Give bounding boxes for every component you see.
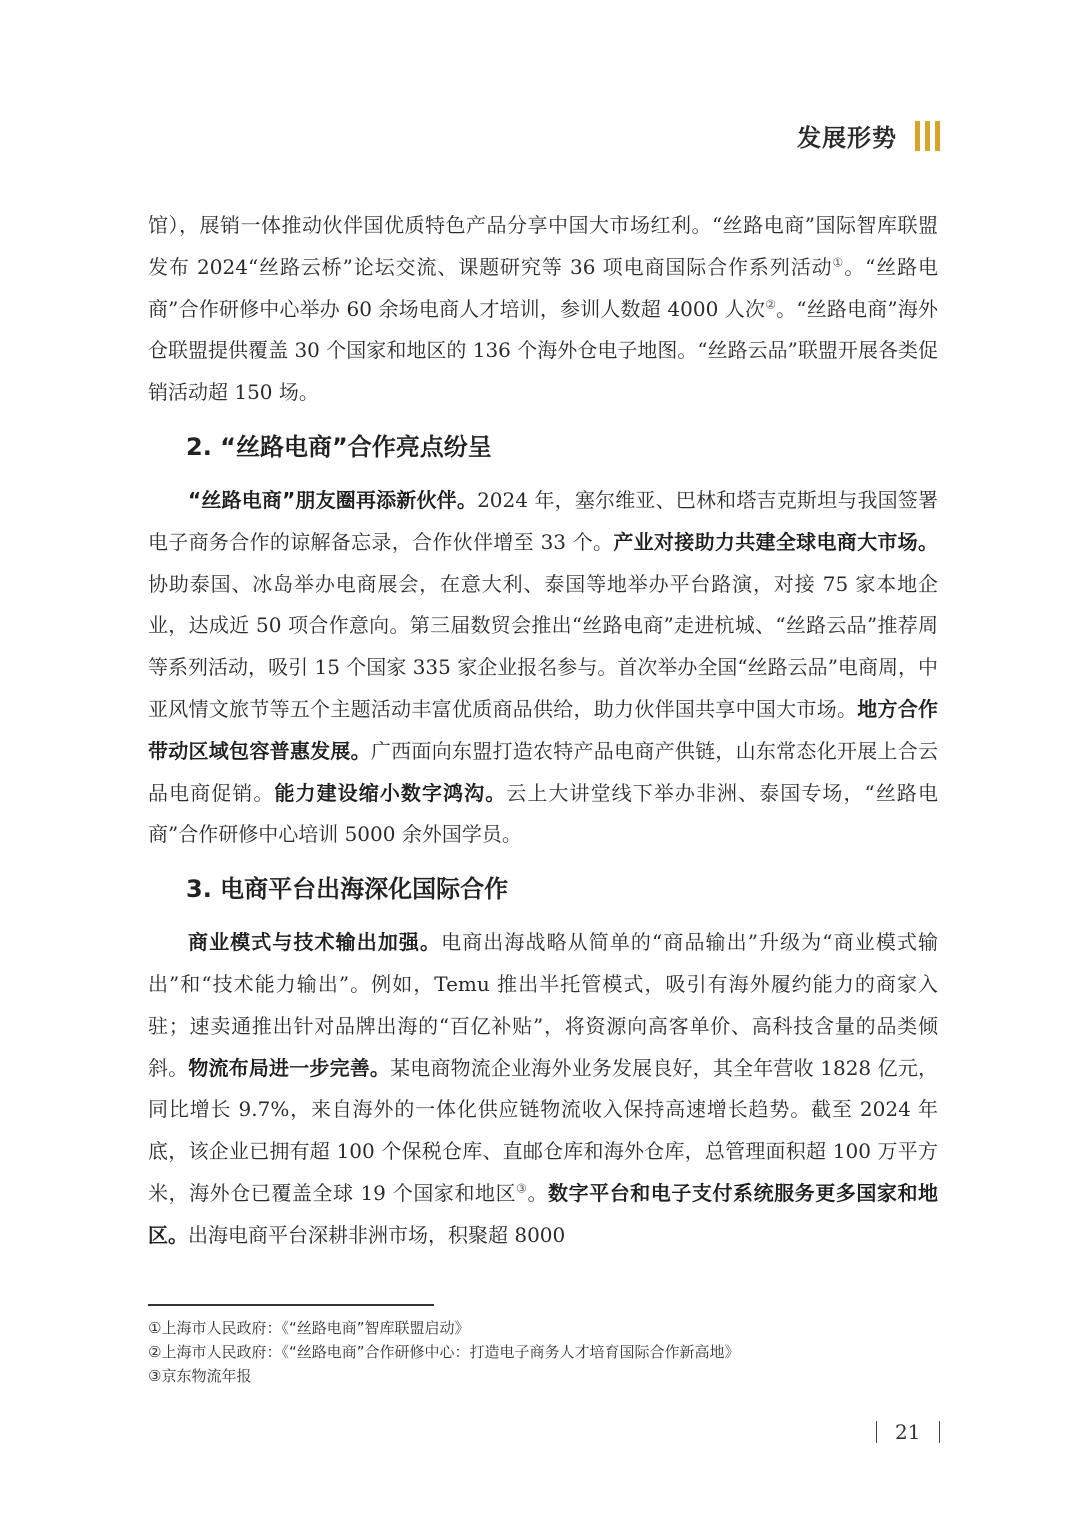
section-title: 发展形势 [797, 124, 897, 152]
page-header [797, 118, 940, 153]
accent-bars-icon [915, 121, 940, 151]
footnote-ref-3[interactable]: ③ [516, 1181, 528, 1196]
main-text [148, 205, 938, 1257]
bold-lead-3: 地方合作带动区域包容普惠发展。 [148, 696, 939, 763]
intro-text-b: 。“丝路电商”合作研修中心举办 60 余场电商人才培训，参训人数超 4000 人次 [148, 254, 938, 321]
section2-paragraph [148, 480, 938, 856]
section3-text-3: 出海电商平台深耕非洲市场，积聚超 8000 [188, 1222, 566, 1247]
section2-text-1: 2024 年，塞尔维亚、巴林和塔吉克斯坦与我国签署电子商务合作的谅解备忘录，合作伙伴增至 33 个。 [148, 487, 938, 554]
footnote-ref-1[interactable]: ① [832, 255, 845, 270]
footnote-1: ①上海市人民政府：《“丝路电商”智库联盟启动》 [148, 1319, 470, 1337]
section2-text-2: 协助泰国、冰岛举办电商展会，在意大利、泰国等地举办平台路演，对接 75 家本地企业，达成近 50 项合作意向。第三届数贸会推出“丝路电商”走进杭城、“丝路云品”推荐周等系列活动，吸引 15 个国家 335 家企业报名参与。首次举办全国“丝路云品”电商周，中亚风情文旅节等五个主题活动丰富优质商品供给，助力伙伴国共享中国大市场。 [148, 571, 938, 721]
footnotes [148, 1316, 740, 1388]
bold-lead-2: 产业对接助力共建全球电商大市场。 [613, 529, 938, 554]
footnote-2: ②上海市人民政府：《“丝路电商”合作研修中心：打造电子商务人才培育国际合作新高地》 [148, 1343, 740, 1361]
bold-lead-7: 数字平台和电子支付系统服务更多国家和地区。 [148, 1180, 939, 1247]
section2-heading: 2. “丝路电商”合作亮点纷呈 [186, 432, 492, 461]
bold-lead-4: 能力建设缩小数字鸿沟。 [274, 780, 507, 805]
section3-paragraph [148, 922, 938, 1256]
pipe-left-icon [876, 1421, 878, 1443]
section3-text-2: 某电商物流企业海外业务发展良好，其全年营收 1828 亿元，同比增长 9.7%，来自海外的一体化供应链物流收入保持高速增长趋势。截至 2024 年底，该企业已拥有超 100 个保税仓库、直邮仓库和海外仓库，总管理面积超 100 万平方米，海外仓已覆盖全球 19 个国家和地区 [148, 1055, 939, 1205]
footnote-3: ③京东物流年报 [148, 1367, 252, 1385]
section3-heading: 3. 电商平台出海深化国际合作 [186, 875, 509, 904]
bold-lead-1: “丝路电商”朋友圈再添新伙伴。 [188, 487, 478, 512]
section3-text-2b: 。 [527, 1180, 549, 1205]
intro-text-a: 馆），展销一体推动伙伴国优质特色产品分享中国大市场红利。“丝路电商”国际智库联盟发布 2024“丝路云桥”论坛交流、课题研究等 36 项电商国际合作系列活动 [148, 213, 938, 279]
footnote-divider [148, 1304, 434, 1306]
intro-paragraph [148, 205, 938, 414]
intro-text-c: 。“丝路电商”海外仓联盟提供覆盖 30 个国家和地区的 136 个海外仓电子地图。“丝路云品”联盟开展各类促销活动超 150 场。 [148, 296, 938, 405]
section2-text-3: 广西面向东盟打造农特产品电商产供链，山东常态化开展上合云品电商促销。 [148, 738, 939, 805]
footnote-ref-2[interactable]: ② [765, 296, 777, 311]
bold-lead-6: 物流布局进一步完善。 [188, 1055, 391, 1080]
section3-text-1: 电商出海战略从简单的“商品输出”升级为“商业模式输出”和“技术能力输出”。例如，Temu 推出半托管模式，吸引有海外履约能力的商家入驻；速卖通推出针对品牌出海的“百亿补贴”，将资源向高客单价、高科技含量的品类倾斜。 [148, 930, 938, 1080]
bold-lead-5: 商业模式与技术输出加强。 [188, 930, 442, 955]
page-number: 21 [895, 1420, 921, 1444]
page-number-block [876, 1420, 940, 1444]
pipe-right-icon [939, 1421, 941, 1443]
section2-text-4: 云上大讲堂线下举办非洲、泰国专场，“丝路电商”合作研修中心培训 5000 余外国学员。 [148, 780, 939, 847]
